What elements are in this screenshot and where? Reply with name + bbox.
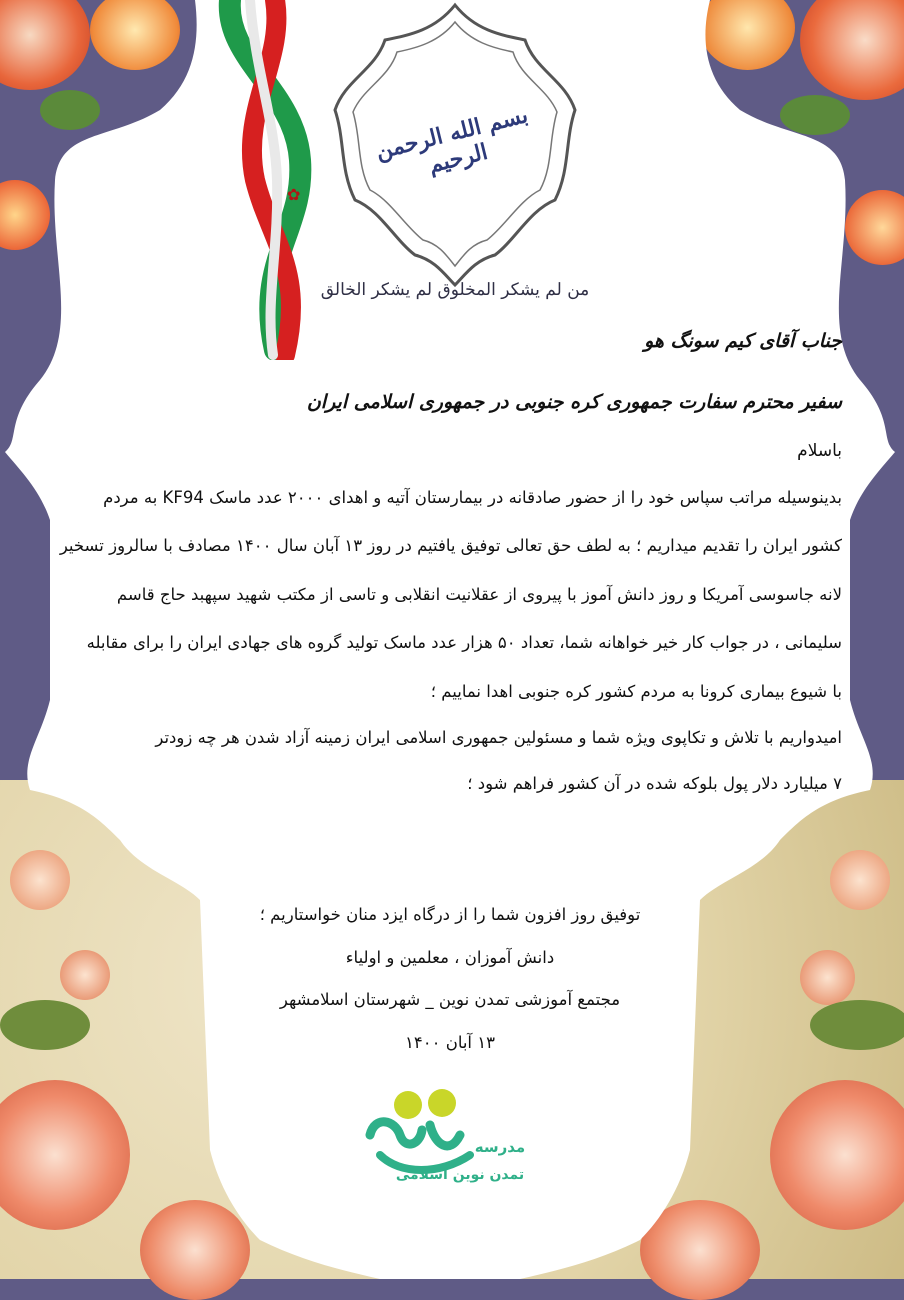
svg-text:✿: ✿ <box>287 185 301 204</box>
closing-line-1: توفیق روز افزون شما را از درگاه ایزد منان خواستاریم ؛ <box>259 905 641 924</box>
body-line-1: بدینوسیله مراتب سپاس خود را از حضور صادقانه در بیمارستان آتیه و اهدای ۲۰۰۰ عدد ماسک KF94 به مردم <box>103 488 842 507</box>
logo-text-school: مدرسه <box>474 1138 526 1156</box>
addressee-name: جناب آقای کیم سونگ هو <box>644 330 842 352</box>
body-line-6: امیدواریم با تلاش و تکاپوی ویژه شما و مسئولین جمهوری اسلامی ایران زمینه آزاد شدن هر چه زودتر <box>155 728 842 747</box>
motto: من لم یشکر المخلوق لم یشکر الخالق <box>320 280 590 300</box>
logo-text-name: تمدن نوین اسلامی <box>395 1167 525 1183</box>
iran-flag-ribbon-icon <box>215 0 335 360</box>
closing-signatories: دانش آموزان ، معلمین و اولیاء <box>345 948 555 967</box>
body-line-2: کشور ایران را تقدیم میداریم ؛ به لطف حق تعالی توفیق یافتیم در روز ۱۳ آبان سال ۱۴۰۰ مصادف با سالروز تسخیر <box>59 536 842 555</box>
body-line-7: ۷ میلیارد دلار پول بلوکه شده در آن کشور فراهم شود ؛ <box>467 774 842 793</box>
body-line-5: با شیوع بیماری کرونا به مردم کشور کره جنوبی اهدا نماییم ؛ <box>430 682 842 701</box>
bismillah-text: بسم الله الرحمن الرحیم <box>373 101 531 179</box>
body-line-4: سلیمانی ، در جواب کار خیر خواهانه شما، تعداد ۵۰ هزار عدد ماسک تولید گروه های جهادی ایران را برای مقابله <box>86 633 842 652</box>
body-line-3: لانه جاسوسی آمریکا و روز دانش آموز با پیروی از عقلانیت انقلابی و تاسی از مکتب شهید سپهبد حاج قاسم <box>116 585 842 604</box>
closing-school-name: مجتمع آموزشی تمدن نوین _ شهرستان اسلامشهر <box>279 990 621 1009</box>
addressee-title: سفیر محترم سفارت جمهوری کره جنوبی در جمهوری اسلامی ایران <box>306 391 842 413</box>
greeting: باسلام <box>797 441 842 461</box>
closing-date: ۱۳ آبان ۱۴۰۰ <box>405 1033 495 1052</box>
